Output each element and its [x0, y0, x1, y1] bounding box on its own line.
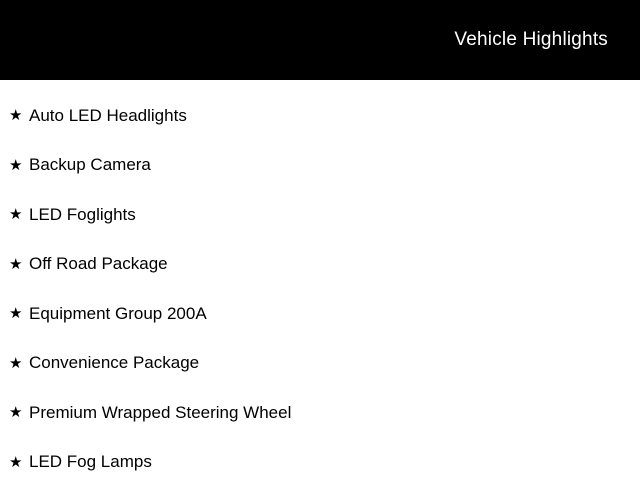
vehicle-highlights-list	[0, 80, 640, 487]
list-item-label: Backup Camera	[29, 154, 151, 176]
page-title: Vehicle Highlights	[454, 28, 608, 52]
list-item-label: LED Fog Lamps	[29, 451, 152, 473]
list-item-label: LED Foglights	[29, 204, 136, 226]
list-item	[0, 91, 640, 141]
list-item-label: Auto LED Headlights	[29, 105, 187, 127]
list-item	[0, 289, 640, 339]
list-item	[0, 388, 640, 438]
star-icon: ★	[9, 356, 29, 371]
list-item	[0, 240, 640, 290]
list-item	[0, 141, 640, 191]
list-item	[0, 190, 640, 240]
list-item-label: Equipment Group 200A	[29, 303, 207, 325]
star-icon: ★	[9, 108, 29, 123]
star-icon: ★	[9, 306, 29, 321]
list-item-label: Convenience Package	[29, 352, 199, 374]
star-icon: ★	[9, 158, 29, 173]
star-icon: ★	[9, 257, 29, 272]
star-icon: ★	[9, 207, 29, 222]
list-item-label: Off Road Package	[29, 253, 168, 275]
list-item-label: Premium Wrapped Steering Wheel	[29, 402, 291, 424]
header-bar	[0, 0, 640, 80]
star-icon: ★	[9, 405, 29, 420]
list-item	[0, 339, 640, 389]
star-icon: ★	[9, 455, 29, 470]
